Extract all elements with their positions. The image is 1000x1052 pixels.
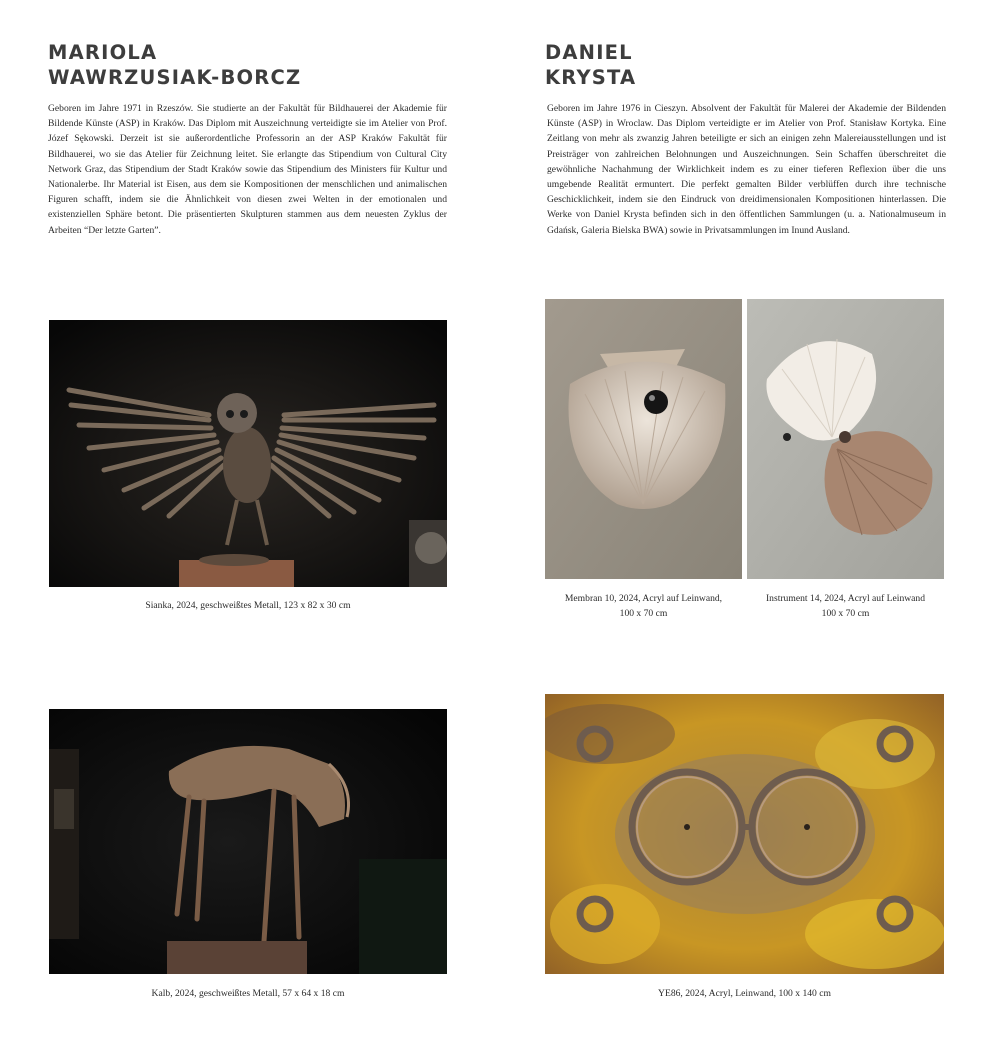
caption-instrument-line2: 100 x 70 cm — [821, 608, 870, 619]
artist-name-left-line1: MARIOLA — [48, 41, 158, 64]
artwork-image-instrument-14 — [747, 299, 944, 579]
caption-membran-line2: 100 x 70 cm — [619, 608, 668, 619]
artwork-image-membran-10 — [545, 299, 742, 579]
artist-name-right-line2: KRYSTA — [545, 66, 637, 89]
artist-bio-right: Geboren im Jahre 1976 in Cieszyn. Absolvent der Fakultät für Malerei der Akademie der Bildenden Künste (ASP) in Wroclaw. Das Diplom verteidigte er im Atelier von Prof. Stanisław Kortyka. Eine Zeitlang von mehr als zwanzig Jahren beteiligte er sich an einigen zehn Malereiausstellungen und ist Preisträger von zahlreichen Belohnungen und Auszeichnungen. Sein Schaffen überschreitet die gewöhnliche Nachahmung der Wirklichkeit indem es zu einer tieferen Reflexion über die uns umgebende Realität ermuntert. Die perfekt gemalten Bilder verblüffen durch ihre technische Geschicklichkeit, indem sie den Eindruck von dreidimensionalen Kompositionen hinterlassen. Die Werke von Daniel Krysta befinden sich in den öffentlichen Sammlungen (u. a. Nationalmuseum in Gdańsk, Galeria Bielska BWA) sowie in Privatsammlungen im Inund Ausland. — [547, 103, 946, 236]
artwork-image-sianka — [49, 320, 447, 587]
caption-instrument-line1: Instrument 14, 2024, Acryl auf Leinwand — [765, 593, 926, 604]
artwork-image-ye86 — [545, 694, 944, 974]
artist-name-left — [48, 40, 301, 90]
artwork-caption-ye86: YE86, 2024, Acryl, Leinwand, 100 x 140 cm — [658, 988, 831, 999]
artist-bio-left: Geboren im Jahre 1971 in Rzeszów. Sie studierte an der Fakultät für Bildhauerei der Akademie für Bildende Künste (ASP) in Kraków. Das Diplom mit Auszeichnung verteidigte sie im Atelier von Prof. Józef Sękowski. Derzeit ist sie außerordentliche Professorin an der ASP Kraków Fakultät für Bildhauerei, wo sie das Atelier für Zeichnung leitet. Sie erlangte das Stipendium von Cultural City Network Graz, das Stipendium der Stadt Kraków sowie das Stipendium des Ministers für Kultur und Nationalerbe. Ihr Material ist Eisen, aus dem sie Kompositionen der menschlichen und animalischen Figuren schafft, indem sie die Ähnlichkeit von diesen zwei Welten in der emotionalen und existenziellen Sphäre betont. Die präsentierten Skulpturen stammen aus dem neuesten Zyklus der Arbeiten “Der letzte Garten”. — [48, 103, 447, 236]
artwork-caption-sianka: Sianka, 2024, geschweißtes Metall, 123 x 82 x 30 cm — [145, 600, 351, 611]
artwork-caption-kalb: Kalb, 2024, geschweißtes Metall, 57 x 64 x 18 cm — [151, 988, 345, 999]
artist-name-right — [545, 40, 636, 90]
artwork-caption-membran-10 — [545, 591, 742, 621]
artist-name-left-line2: WAWRZUSIAK-BORCZ — [48, 66, 302, 89]
artwork-image-kalb — [49, 709, 447, 974]
artist-name-right-line1: DANIEL — [545, 41, 633, 64]
caption-membran-line1: Membran 10, 2024, Acryl auf Leinwand, — [564, 593, 723, 604]
artwork-caption-instrument-14 — [747, 591, 944, 621]
